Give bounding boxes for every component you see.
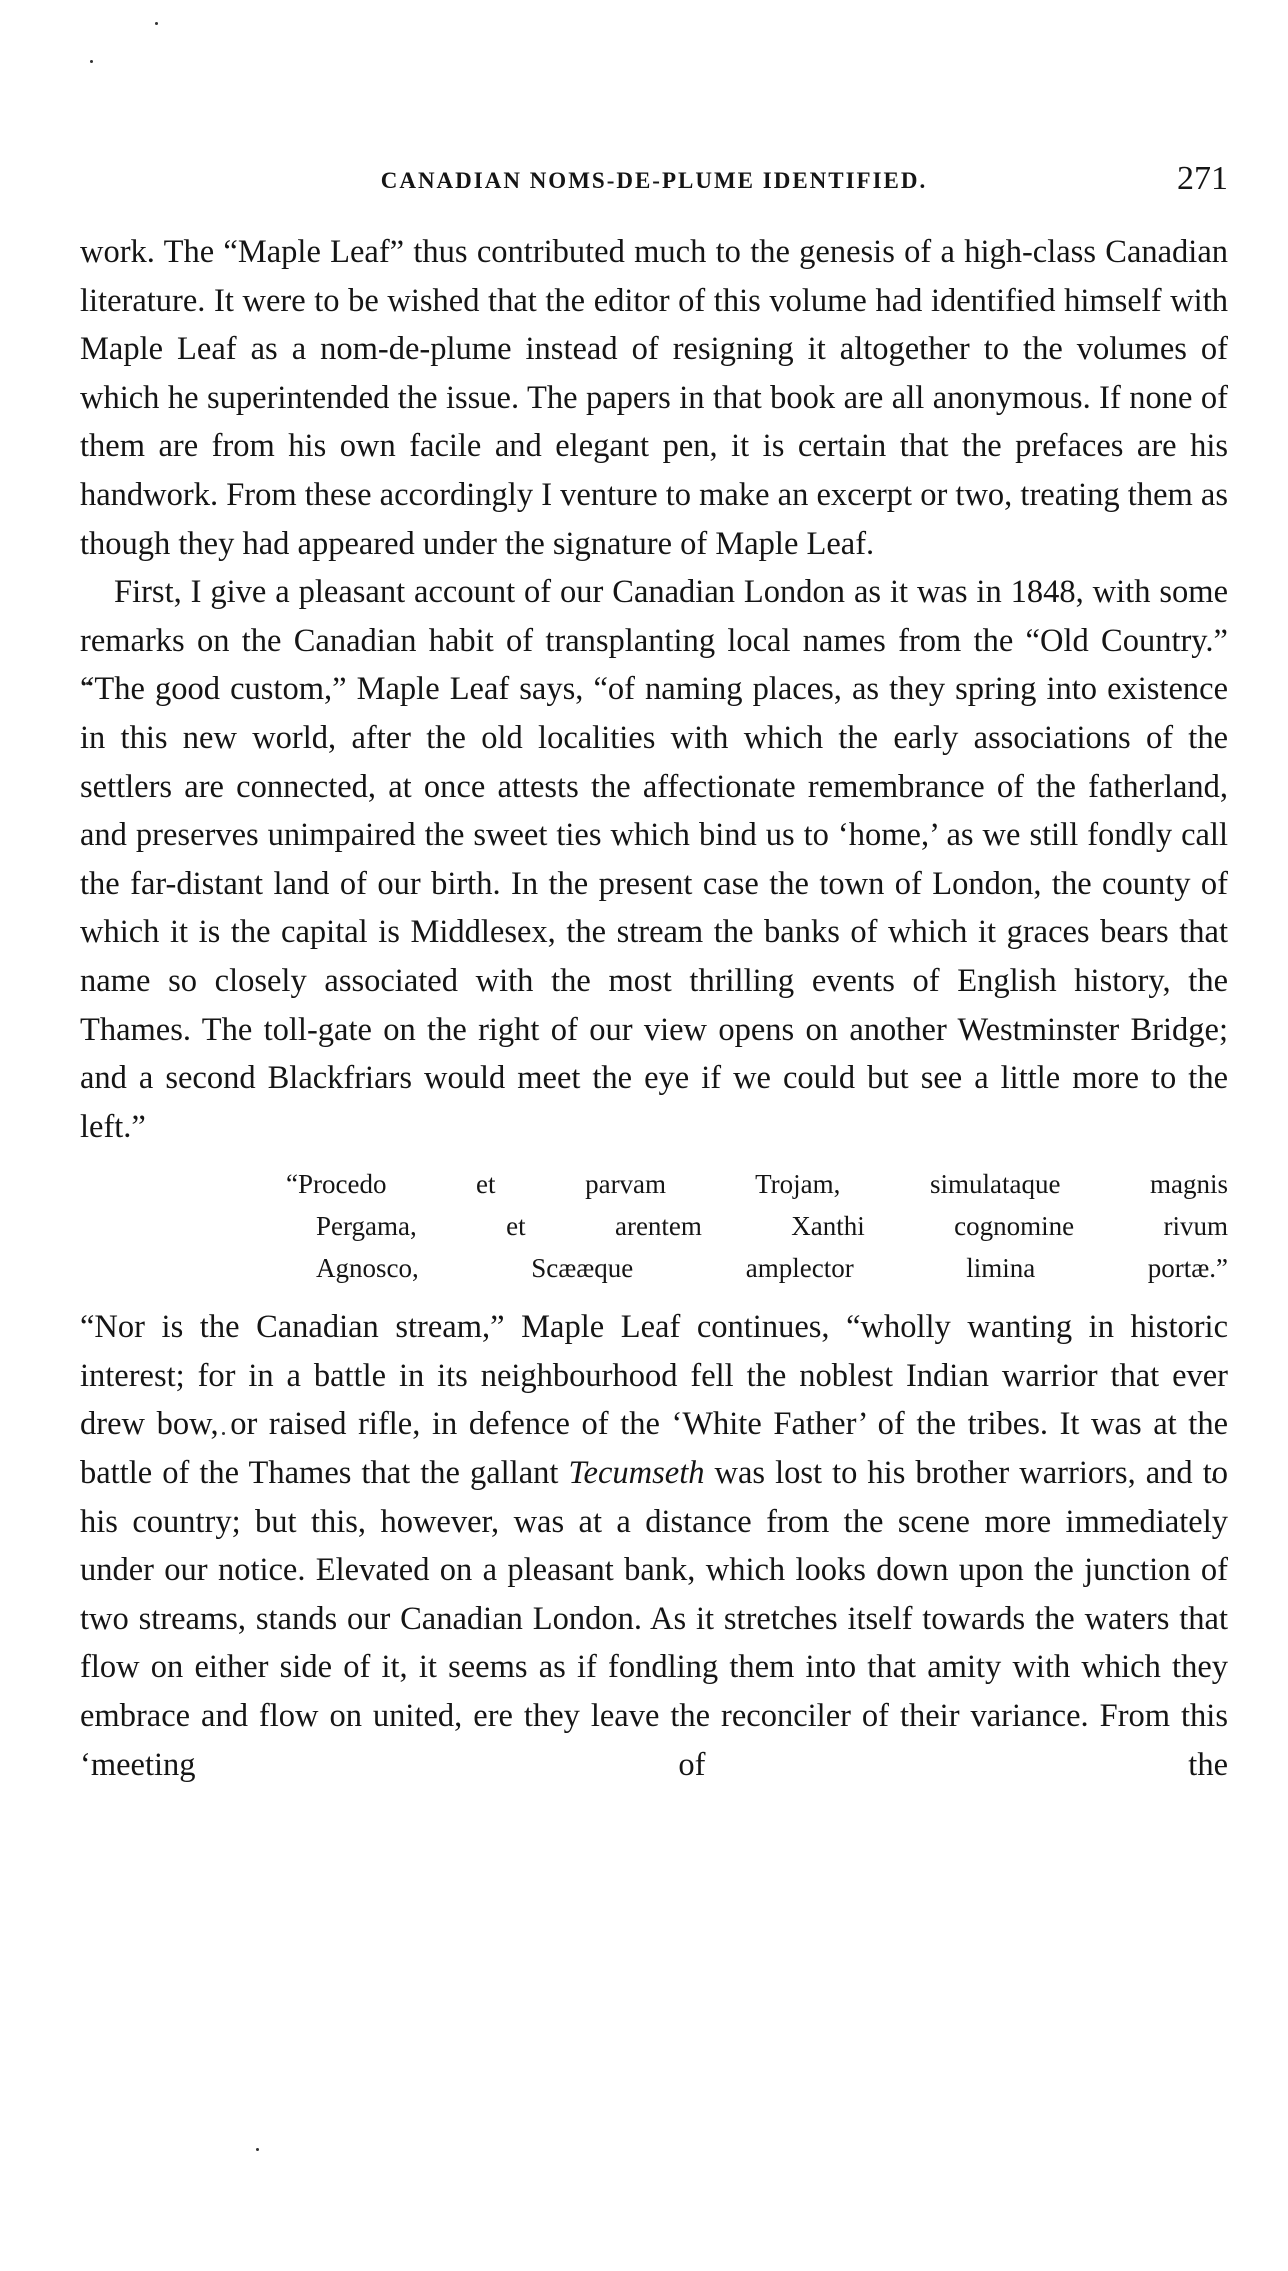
paragraph-3-text-b: was lost to his brother warriors, and to his country; but this, however, was at a distance from the scene more immediately under our notice. Elevated on a pleasant bank, which looks down upon the junction of two streams, stands our Canadian London. As it stretches itself towards the waters that flow on either side of it, it seems as if fondling them into that amity with which they embrace and flow on united, ere they leave the reconciler of their variance. From this ‘meeting of the xyxy=(80,1455,1228,1783)
body-text xyxy=(80,228,1228,1789)
paragraph-3-text-a: “Nor is the Canadian stream,” Maple Leaf continues, “wholly wanting in historic interest; for in a battle in its neighbourhood fell the noblest Indian warrior that ever drew bow, or raised rifle, in defence of the ‘White Father’ of the tribes. It was at the battle of the Thames that the gallant xyxy=(80,1309,1228,1492)
running-title: CANADIAN NOMS-DE-PLUME IDENTIFIED. xyxy=(380,168,928,193)
verse-line-3: Agnosco, Scææque amplector limina portæ.” xyxy=(316,1253,1228,1284)
page-speck xyxy=(155,22,158,25)
page-speck xyxy=(256,2148,259,2151)
paragraph-3 xyxy=(80,1303,1228,1789)
paragraph-2: First, I give a pleasant account of our Canadian London as it was in 1848, with some remarks on the Canadian habit of transplanting local names from the “Old Country.” “The good custom,” Maple Leaf says, “of naming places, as they spring into existence in this new world, after the old localities with which the early associations of the settlers are connected, at once attests the affectionate remembrance of the fatherland, and preserves unimpaired the sweet ties which bind us to ‘home,’ as we still fondly call the far-distant land of our birth. In the present case the town of London, the county of which it is the capital is Middlesex, the stream the banks of which it graces bears that name so closely associated with the most thrilling events of English history, the Thames. The toll-gate on the right of our view opens on another Westminster Bridge; and a second Blackfriars would meet the eye if we could but see a little more to the left.” xyxy=(80,574,1228,1145)
verse-line-1: “Procedo et parvam Trojam, simulataque magnis xyxy=(286,1169,1228,1200)
paragraph-1: work. The “Maple Leaf” thus contributed much to the genesis of a high-class Canadian literature. It were to be wished that the editor of this volume had identified himself with Maple Leaf as a nom-de-plume instead of resigning it altogether to the volumes of which he superintended the issue. The papers in that book are all anonymous. If none of them are from his own facile and elegant pen, it is certain that the prefaces are his handwork. From these accordingly I venture to make an excerpt or two, treating them as though they had appeared under the signature of Maple Leaf. xyxy=(80,234,1228,562)
page-number: 271 xyxy=(1177,160,1228,197)
verse-line-2: Pergama, et arentem Xanthi cognomine rivum xyxy=(316,1211,1228,1242)
page-speck xyxy=(90,60,93,63)
page-header xyxy=(80,160,1228,210)
italic-name-tecumseth: Tecumseth xyxy=(568,1455,705,1492)
latin-verse-quote xyxy=(80,1163,1228,1289)
